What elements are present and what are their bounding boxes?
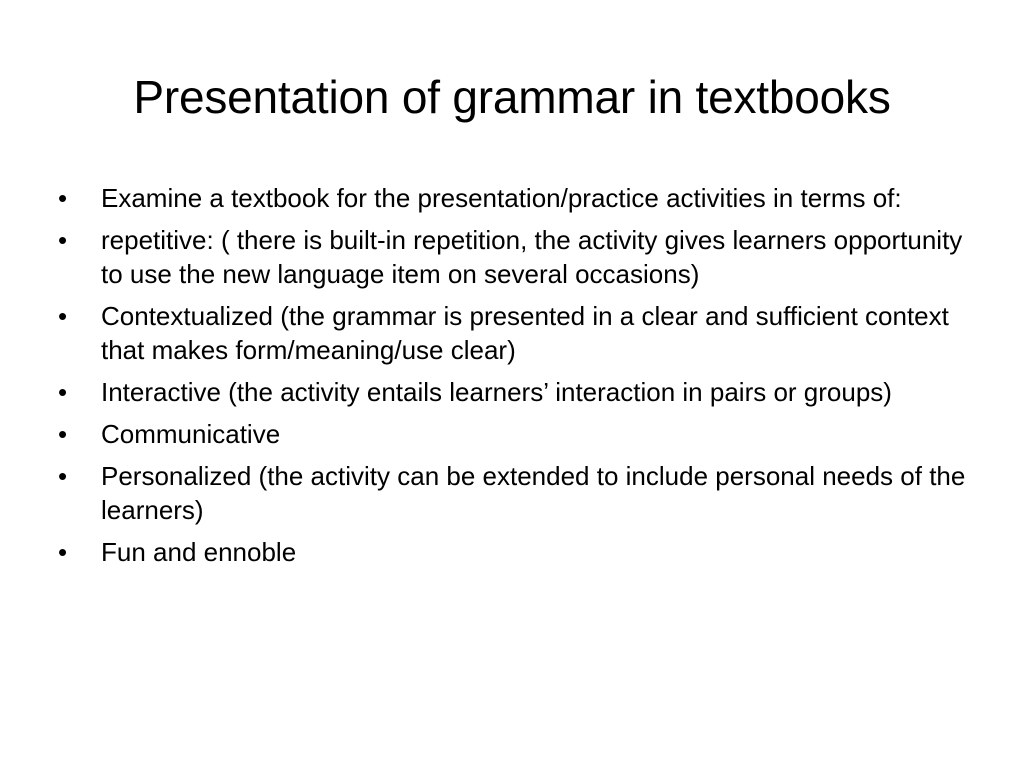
- bullet-icon: •: [58, 419, 68, 449]
- bullet-item-personalized: [58, 459, 968, 527]
- bullet-list: [58, 181, 968, 577]
- bullet-text: Communicative: [101, 419, 281, 449]
- bullet-icon: •: [58, 461, 68, 491]
- bullet-text: Contextualized (the grammar is presented in a clear and sufficient context that makes form/meaning/use clear): [101, 301, 949, 365]
- bullet-item-contextualized: [58, 299, 968, 367]
- bullet-icon: •: [58, 377, 68, 407]
- slide-title: Presentation of grammar in textbooks: [133, 71, 891, 123]
- bullet-item-repetitive: [58, 223, 968, 291]
- bullet-icon: •: [58, 537, 68, 567]
- bullet-icon: •: [58, 301, 68, 331]
- bullet-text: Personalized (the activity can be extended to include personal needs of the learners): [101, 461, 966, 525]
- bullet-text: Interactive (the activity entails learners’ interaction in pairs or groups): [101, 377, 892, 407]
- bullet-item-communicative: [58, 417, 968, 451]
- bullet-text: Fun and ennoble: [101, 537, 297, 567]
- bullet-item-interactive: [58, 375, 968, 409]
- bullet-icon: •: [58, 183, 68, 213]
- bullet-icon: •: [58, 225, 68, 255]
- bullet-text: repetitive: ( there is built-in repetition, the activity gives learners opportunity to use the new language item on several occasions): [101, 225, 963, 289]
- bullet-item-fun: [58, 535, 968, 569]
- bullet-text: Examine a textbook for the presentation/practice activities in terms of:: [101, 183, 902, 213]
- bullet-item-examine: [58, 181, 968, 215]
